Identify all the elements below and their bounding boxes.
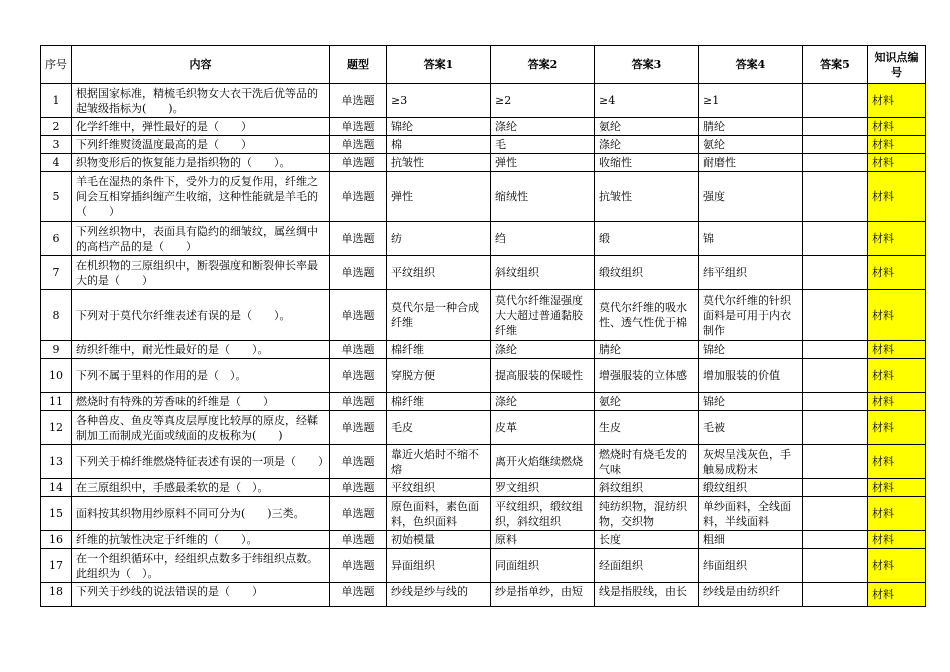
- table-row: [41, 222, 926, 256]
- cell-question: 下列纤维熨烫温度最高的是（ ）: [72, 136, 330, 154]
- cell-answer-1: 毛皮: [387, 411, 491, 445]
- cell-answer-3: 经面组织: [595, 549, 699, 583]
- cell-answer-5: [803, 393, 868, 411]
- cell-answer-1: 棉纤维: [387, 341, 491, 359]
- cell-answer-5: [803, 497, 868, 531]
- cell-answer-4: 腈纶: [699, 118, 803, 136]
- cell-answer-4: 毛被: [699, 411, 803, 445]
- cell-number: 2: [41, 118, 72, 136]
- table-row: [41, 341, 926, 359]
- cell-type: 单选题: [330, 84, 387, 118]
- cell-knowledge-point: 材料: [868, 341, 926, 359]
- cell-type: 单选题: [330, 583, 387, 607]
- header-knowledge-point: 知识点编号: [868, 46, 926, 84]
- cell-type: 单选题: [330, 154, 387, 172]
- cell-number: 16: [41, 531, 72, 549]
- cell-question: 在三原组织中，手感最柔软的是（ ）。: [72, 479, 330, 497]
- cell-answer-2: 缩绒性: [491, 172, 595, 222]
- cell-answer-5: [803, 136, 868, 154]
- table-row: [41, 411, 926, 445]
- cell-answer-5: [803, 583, 868, 607]
- cell-answer-4: 锦纶: [699, 393, 803, 411]
- cell-answer-4: 纬面组织: [699, 549, 803, 583]
- cell-question: 下列丝织物中，表面具有隐约的细皱纹，属丝绸中的高档产品的是（ ）: [72, 222, 330, 256]
- cell-answer-4: 纱线是由纺织纤: [699, 583, 803, 607]
- cell-answer-5: [803, 341, 868, 359]
- cell-answer-5: [803, 549, 868, 583]
- cell-answer-2: 绉: [491, 222, 595, 256]
- cell-answer-1: 莫代尔是一种合成纤维: [387, 290, 491, 341]
- cell-answer-3: 收缩性: [595, 154, 699, 172]
- cell-answer-5: [803, 359, 868, 393]
- cell-answer-1: 抗皱性: [387, 154, 491, 172]
- cell-type: 单选题: [330, 393, 387, 411]
- cell-knowledge-point: 材料: [868, 256, 926, 290]
- cell-answer-1: 棉纤维: [387, 393, 491, 411]
- cell-answer-3: 线是指股线，由长: [595, 583, 699, 607]
- cell-answer-5: [803, 118, 868, 136]
- cell-question: 下列对于莫代尔纤维表述有误的是（ ）。: [72, 290, 330, 341]
- cell-answer-1: 弹性: [387, 172, 491, 222]
- table-row: [41, 290, 926, 341]
- table-row: [41, 136, 926, 154]
- cell-number: 13: [41, 445, 72, 479]
- cell-type: 单选题: [330, 411, 387, 445]
- cell-answer-3: 涤纶: [595, 136, 699, 154]
- cell-answer-2: 提高服装的保暖性: [491, 359, 595, 393]
- cell-answer-4: 锦: [699, 222, 803, 256]
- cell-answer-5: [803, 445, 868, 479]
- cell-answer-3: 燃烧时有烧毛发的气味: [595, 445, 699, 479]
- cell-type: 单选题: [330, 359, 387, 393]
- cell-answer-1: 平纹组织: [387, 479, 491, 497]
- cell-question: 各种兽皮、鱼皮等真皮层厚度比较厚的原皮，经鞣制加工而制成光面或绒面的皮板称为( ): [72, 411, 330, 445]
- cell-number: 7: [41, 256, 72, 290]
- header-answer-1: 答案1: [387, 46, 491, 84]
- table-body: [41, 84, 926, 607]
- cell-question: 纺织纤维中，耐光性最好的是（ ）。: [72, 341, 330, 359]
- cell-answer-5: [803, 479, 868, 497]
- cell-knowledge-point: 材料: [868, 531, 926, 549]
- cell-question: 织物变形后的恢复能力是指织物的（ ）。: [72, 154, 330, 172]
- cell-knowledge-point: 材料: [868, 445, 926, 479]
- cell-answer-1: 靠近火焰时不缩不熔: [387, 445, 491, 479]
- cell-knowledge-point: 材料: [868, 359, 926, 393]
- cell-answer-1: 穿脱方便: [387, 359, 491, 393]
- cell-knowledge-point: 材料: [868, 136, 926, 154]
- cell-answer-3: 斜纹组织: [595, 479, 699, 497]
- cell-type: 单选题: [330, 222, 387, 256]
- cell-question: 纤维的抗皱性决定于纤维的（ ）。: [72, 531, 330, 549]
- cell-answer-5: [803, 411, 868, 445]
- cell-answer-1: ≥3: [387, 84, 491, 118]
- table-row: [41, 256, 926, 290]
- cell-number: 3: [41, 136, 72, 154]
- cell-answer-3: 氨纶: [595, 118, 699, 136]
- cell-answer-1: 纺: [387, 222, 491, 256]
- cell-type: 单选题: [330, 341, 387, 359]
- cell-answer-4: 缎纹组织: [699, 479, 803, 497]
- cell-answer-3: 生皮: [595, 411, 699, 445]
- cell-answer-5: [803, 531, 868, 549]
- cell-answer-4: 粗细: [699, 531, 803, 549]
- cell-answer-4: 单纱面料，全线面料，半线面料: [699, 497, 803, 531]
- cell-knowledge-point: 材料: [868, 84, 926, 118]
- cell-answer-5: [803, 172, 868, 222]
- cell-answer-1: 纱线是纱与线的: [387, 583, 491, 607]
- cell-answer-4: 锦纶: [699, 341, 803, 359]
- cell-number: 15: [41, 497, 72, 531]
- cell-knowledge-point: 材料: [868, 411, 926, 445]
- header-answer-2: 答案2: [491, 46, 595, 84]
- cell-knowledge-point: 材料: [868, 479, 926, 497]
- table-row: [41, 549, 926, 583]
- cell-answer-1: 锦纶: [387, 118, 491, 136]
- cell-answer-2: 涤纶: [491, 118, 595, 136]
- cell-answer-2: 涤纶: [491, 393, 595, 411]
- cell-answer-1: 异面组织: [387, 549, 491, 583]
- cell-answer-2: 罗文组织: [491, 479, 595, 497]
- cell-question: 羊毛在湿热的条件下，受外力的反复作用，纤维之间会互相穿插纠缠产生收缩，这种性能就是羊毛的（ ）: [72, 172, 330, 222]
- header-answer-4: 答案4: [699, 46, 803, 84]
- cell-number: 5: [41, 172, 72, 222]
- cell-knowledge-point: 材料: [868, 172, 926, 222]
- cell-question: 下列不属于里料的作用的是（ ）。: [72, 359, 330, 393]
- question-table: [40, 45, 926, 607]
- cell-answer-2: 弹性: [491, 154, 595, 172]
- cell-answer-2: 斜纹组织: [491, 256, 595, 290]
- cell-answer-3: 氨纶: [595, 393, 699, 411]
- cell-answer-3: ≥4: [595, 84, 699, 118]
- cell-answer-4: 莫代尔纤维的针织面料是可用于内衣制作: [699, 290, 803, 341]
- cell-question: 下列关于纱线的说法错误的是（ ）: [72, 583, 330, 607]
- cell-knowledge-point: 材料: [868, 549, 926, 583]
- cell-answer-2: 莫代尔纤维湿强度大大超过普通黏胶纤维: [491, 290, 595, 341]
- cell-knowledge-point: 材料: [868, 393, 926, 411]
- table-row: [41, 531, 926, 549]
- cell-answer-2: 纱是指单纱，由短: [491, 583, 595, 607]
- cell-answer-3: 缎纹组织: [595, 256, 699, 290]
- cell-answer-2: ≥2: [491, 84, 595, 118]
- cell-answer-3: 腈纶: [595, 341, 699, 359]
- cell-answer-2: 同面组织: [491, 549, 595, 583]
- cell-knowledge-point: 材料: [868, 118, 926, 136]
- cell-answer-2: 原料: [491, 531, 595, 549]
- cell-answer-3: 纯纺织物，混纺织物，交织物: [595, 497, 699, 531]
- cell-type: 单选题: [330, 290, 387, 341]
- cell-type: 单选题: [330, 136, 387, 154]
- table-row: [41, 583, 926, 607]
- cell-number: 18: [41, 583, 72, 607]
- cell-question: 下列关于棉纤维燃烧特征表述有误的一项是（ ）: [72, 445, 330, 479]
- table-row: [41, 393, 926, 411]
- header-no: 序号: [41, 46, 72, 84]
- cell-answer-1: 平纹组织: [387, 256, 491, 290]
- cell-answer-3: 长度: [595, 531, 699, 549]
- cell-number: 4: [41, 154, 72, 172]
- cell-number: 8: [41, 290, 72, 341]
- cell-answer-3: 莫代尔纤维的吸水性、透气性优于棉: [595, 290, 699, 341]
- cell-number: 17: [41, 549, 72, 583]
- cell-question: 在一个组织循环中，经组织点数多于纬组织点数。此组织为（ ）。: [72, 549, 330, 583]
- table-row: [41, 154, 926, 172]
- cell-answer-5: [803, 290, 868, 341]
- cell-answer-2: 离开火焰继续燃烧: [491, 445, 595, 479]
- cell-answer-5: [803, 222, 868, 256]
- cell-type: 单选题: [330, 256, 387, 290]
- cell-question: 化学纤维中，弹性最好的是（ ）: [72, 118, 330, 136]
- cell-question: 根据国家标准，精梳毛织物女大衣干洗后优等品的起皱级指标为( )。: [72, 84, 330, 118]
- cell-type: 单选题: [330, 172, 387, 222]
- header-content: 内容: [72, 46, 330, 84]
- header-answer-3: 答案3: [595, 46, 699, 84]
- header-answer-5: 答案5: [803, 46, 868, 84]
- cell-number: 14: [41, 479, 72, 497]
- cell-answer-5: [803, 154, 868, 172]
- cell-knowledge-point: 材料: [868, 154, 926, 172]
- cell-number: 1: [41, 84, 72, 118]
- cell-knowledge-point: 材料: [868, 497, 926, 531]
- cell-number: 12: [41, 411, 72, 445]
- cell-answer-2: 毛: [491, 136, 595, 154]
- cell-type: 单选题: [330, 531, 387, 549]
- cell-type: 单选题: [330, 445, 387, 479]
- cell-number: 10: [41, 359, 72, 393]
- cell-answer-4: 增加服装的价值: [699, 359, 803, 393]
- table-row: [41, 497, 926, 531]
- cell-answer-4: 灰烬呈浅灰色，手触易成粉末: [699, 445, 803, 479]
- table-row: [41, 118, 926, 136]
- cell-knowledge-point: 材料: [868, 222, 926, 256]
- cell-answer-4: 纬平组织: [699, 256, 803, 290]
- table-row: [41, 172, 926, 222]
- cell-answer-1: 棉: [387, 136, 491, 154]
- cell-answer-5: [803, 84, 868, 118]
- table-row: [41, 479, 926, 497]
- cell-number: 11: [41, 393, 72, 411]
- cell-answer-1: 初始模量: [387, 531, 491, 549]
- cell-type: 单选题: [330, 479, 387, 497]
- cell-type: 单选题: [330, 118, 387, 136]
- cell-type: 单选题: [330, 497, 387, 531]
- cell-answer-1: 原色面料，素色面料，色织面料: [387, 497, 491, 531]
- cell-number: 6: [41, 222, 72, 256]
- table-row: [41, 359, 926, 393]
- header-row: [41, 46, 926, 84]
- cell-question: 在机织物的三原组织中，断裂强度和断裂伸长率最大的是（ ）: [72, 256, 330, 290]
- cell-type: 单选题: [330, 549, 387, 583]
- cell-answer-4: 耐磨性: [699, 154, 803, 172]
- cell-answer-3: 抗皱性: [595, 172, 699, 222]
- cell-number: 9: [41, 341, 72, 359]
- cell-answer-3: 缎: [595, 222, 699, 256]
- cell-answer-2: 涤纶: [491, 341, 595, 359]
- cell-answer-5: [803, 256, 868, 290]
- cell-answer-4: 强度: [699, 172, 803, 222]
- cell-answer-2: 皮革: [491, 411, 595, 445]
- table-row: [41, 445, 926, 479]
- cell-answer-4: ≥1: [699, 84, 803, 118]
- cell-knowledge-point: 材料: [868, 583, 926, 607]
- cell-knowledge-point: 材料: [868, 290, 926, 341]
- cell-answer-3: 增强服装的立体感: [595, 359, 699, 393]
- cell-question: 燃烧时有特殊的芳香味的纤维是（ ）: [72, 393, 330, 411]
- cell-question: 面料按其织物用纱原料不同可分为( )三类。: [72, 497, 330, 531]
- header-type: 题型: [330, 46, 387, 84]
- cell-answer-2: 平纹组织，缎纹组织，斜纹组织: [491, 497, 595, 531]
- cell-answer-4: 氨纶: [699, 136, 803, 154]
- table-row: [41, 84, 926, 118]
